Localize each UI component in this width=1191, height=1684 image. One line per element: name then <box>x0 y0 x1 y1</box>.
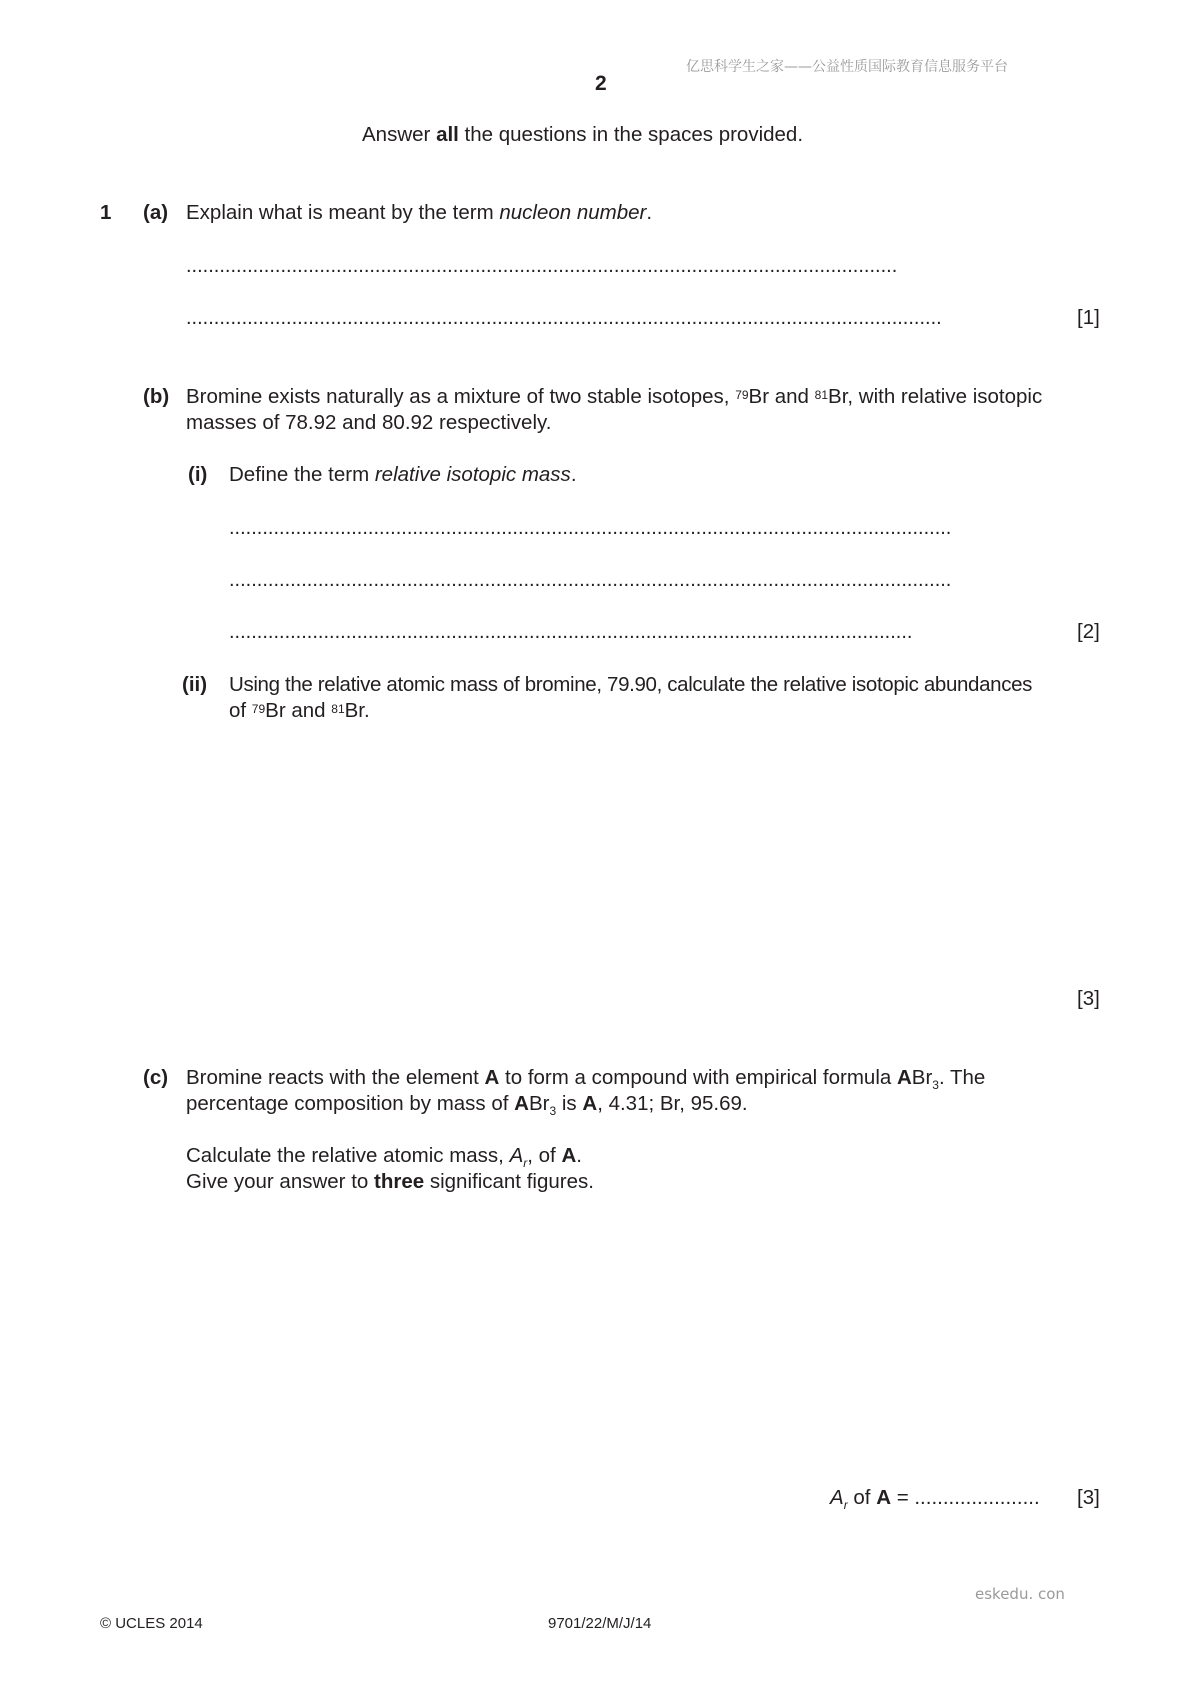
isotope-81-symbol: Br, with relative isotopic <box>828 385 1043 408</box>
answer-ar-subscript: r <box>843 1498 848 1512</box>
marks-b-ii: [3] <box>1077 987 1100 1010</box>
part-b-ii-text-line1: Using the relative atomic mass of bromine, 79.90, calculate the relative isotopic abundances <box>229 673 1033 696</box>
answer-dotted-line[interactable]: = ...................... <box>891 1486 1040 1509</box>
page-number: 2 <box>595 72 607 95</box>
part-a-text: Explain what is meant by the term <box>186 201 500 224</box>
marks-a: [1] <box>1077 306 1100 329</box>
isotope-81-mass-ii: 81 <box>331 702 345 716</box>
part-b-label: (b) <box>143 385 170 408</box>
answer-element-a: A <box>876 1486 891 1509</box>
element-a-5: A <box>561 1144 577 1167</box>
isotope-79-symbol-ii: Br and <box>265 699 332 722</box>
isotope-81-mass: 81 <box>814 388 829 402</box>
part-b-ii-label: (ii) <box>182 673 208 696</box>
part-c-calc-post: . <box>576 1144 582 1167</box>
part-c-sigfig-instruction <box>186 1169 594 1195</box>
part-b-ii-of: of <box>229 699 252 722</box>
part-c-line2-a: percentage composition by mass of <box>186 1092 515 1115</box>
element-a-1: A <box>484 1066 500 1089</box>
part-c-line1-b: to form a compound with empirical formula <box>499 1066 897 1089</box>
instruction-text-bold: all <box>436 123 459 146</box>
part-a-term: nucleon number <box>499 201 647 224</box>
question-number: 1 <box>100 201 112 224</box>
header-watermark: 亿思科学生之家——公益性质国际教育信息服务平台 <box>686 59 1008 75</box>
answer-of: of <box>847 1486 877 1509</box>
element-a-2: A <box>896 1066 912 1089</box>
part-b-i-label: (i) <box>188 463 208 486</box>
marks-b-i: [2] <box>1077 620 1100 643</box>
footer-copyright: © UCLES 2014 <box>100 1615 203 1632</box>
answer-line-bi2[interactable]: .................................................................................................................................. <box>229 569 952 591</box>
part-a-period: . <box>646 201 653 224</box>
part-c-line2-b: is <box>556 1092 583 1115</box>
part-c-give-pre: Give your answer to <box>186 1170 374 1193</box>
part-c-calc-instruction <box>186 1143 582 1171</box>
subscript-3-2: 3 <box>549 1104 557 1118</box>
answer-line-a2[interactable]: ........................................................................................................................................ <box>186 307 942 329</box>
part-a-question <box>186 200 652 226</box>
part-b-text-1: Bromine exists naturally as a mixture of two stable isotopes, <box>186 385 736 408</box>
part-c-three: three <box>374 1170 425 1193</box>
part-a-label: (a) <box>143 201 169 224</box>
element-a-3: A <box>514 1092 529 1115</box>
part-c-line1-c: . The <box>938 1066 986 1089</box>
element-a-4: A <box>582 1092 598 1115</box>
part-c-label: (c) <box>143 1066 169 1089</box>
part-c-give-post: significant figures. <box>424 1170 594 1193</box>
subscript-3-1: 3 <box>932 1078 939 1092</box>
part-b-i-question <box>229 462 577 488</box>
marks-c: [3] <box>1077 1486 1100 1509</box>
footer-site-watermark: eskedu. con <box>975 1585 1065 1603</box>
bromine-symbol-1: Br <box>911 1066 933 1089</box>
ar-symbol: A <box>509 1144 524 1167</box>
isotope-79-mass: 79 <box>735 388 749 402</box>
footer-paper-code: 9701/22/M/J/14 <box>548 1615 652 1632</box>
part-c-text-line1 <box>186 1065 1102 1093</box>
part-c-line2-c: , 4.31; Br, 95.69. <box>597 1092 748 1115</box>
answer-line-bi3[interactable]: ........................................................................................................................... <box>229 621 913 643</box>
instruction-text-post: the questions in the spaces provided. <box>458 123 804 146</box>
part-b-text-line2: masses of 78.92 and 80.92 respectively. <box>186 411 552 434</box>
isotope-79-mass-ii: 79 <box>251 702 266 716</box>
part-c-calc-pre: Calculate the relative atomic mass, <box>186 1144 510 1167</box>
part-c-word-bromine <box>186 1065 985 1093</box>
instruction <box>362 122 803 148</box>
ar-subscript: r <box>523 1156 528 1170</box>
answer-line-bi1[interactable]: .................................................................................................................................. <box>229 517 952 539</box>
answer-ar-symbol: A <box>830 1486 844 1509</box>
answer-field-ar[interactable] <box>830 1485 1040 1513</box>
part-b-ii-text-line2 <box>229 698 370 724</box>
answer-line-a1[interactable]: ................................................................................................................................ <box>186 255 898 277</box>
part-b-i-term: relative isotopic mass <box>374 463 571 486</box>
bromine-symbol-2: Br <box>528 1092 550 1115</box>
isotope-79-symbol: Br and <box>748 385 815 408</box>
part-c-line1-a: Bromine reacts with the element <box>186 1066 485 1089</box>
part-b-i-period: . <box>570 463 577 486</box>
isotope-81-symbol-ii: Br. <box>344 699 370 722</box>
instruction-text-pre: Answer <box>362 123 437 146</box>
part-b-text-line1 <box>186 384 1102 410</box>
part-c-calc-mid: , of <box>527 1144 562 1167</box>
part-b-i-text: Define the term <box>229 463 375 486</box>
part-c-text-line2 <box>186 1091 748 1119</box>
